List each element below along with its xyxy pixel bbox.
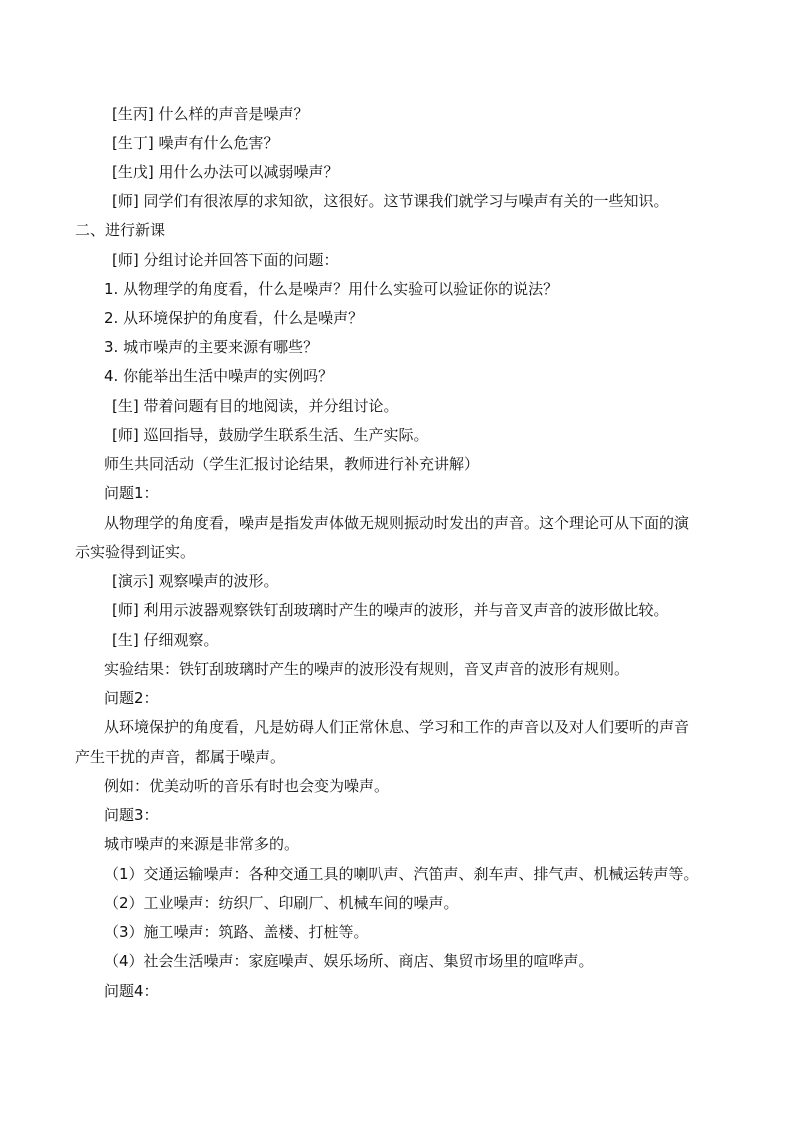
list-item: （4）社会生活噪声：家庭噪声、娱乐场所、商店、集贸市场里的喧哗声。 bbox=[104, 952, 594, 970]
dialogue-line: [师] 利用示波器观察铁钉刮玻璃时产生的噪声的波形，并与音叉声音的波形做比较。 bbox=[112, 601, 669, 619]
question-label: 问题4： bbox=[104, 982, 159, 1000]
paragraph-line: 从物理学的角度看，噪声是指发声体做无规则振动时发出的声音。这个理论可从下面的演 bbox=[104, 514, 690, 532]
paragraph-line: 实验结果：铁钉刮玻璃时产生的噪声的波形没有规则，音叉声音的波形有规则。 bbox=[104, 660, 630, 678]
paragraph-line: 产生干扰的声音，都属于噪声。 bbox=[75, 748, 286, 766]
question-item: 4. 你能举出生活中噪声的实例吗？ bbox=[104, 367, 334, 385]
paragraph-line: 例如：优美动听的音乐有时也会变为噪声。 bbox=[104, 777, 390, 795]
section-heading: 二、进行新课 bbox=[75, 221, 166, 239]
dialogue-line: [师] 分组讨论并回答下面的问题： bbox=[112, 251, 339, 269]
paragraph-line: 从环境保护的角度看，凡是妨碍人们正常休息、学习和工作的声音以及对人们要听的声音 bbox=[104, 718, 690, 736]
dialogue-line: [生丁] 噪声有什么危害？ bbox=[112, 134, 279, 152]
paragraph-line: 示实验得到证实。 bbox=[75, 543, 196, 561]
question-item: 3. 城市噪声的主要来源有哪些？ bbox=[104, 338, 319, 356]
paragraph-line: 师生共同活动（学生汇报讨论结果，教师进行补充讲解） bbox=[104, 455, 480, 473]
list-item: （2）工业噪声：纺织厂、印刷厂、机械车间的噪声。 bbox=[104, 894, 459, 912]
dialogue-line: [师] 巡回指导，鼓励学生联系生活、生产实际。 bbox=[112, 426, 429, 444]
dialogue-line: [生] 仔细观察。 bbox=[112, 631, 219, 649]
dialogue-line: [生丙] 什么样的声音是噪声？ bbox=[112, 105, 309, 123]
question-item: 2. 从环境保护的角度看，什么是噪声？ bbox=[104, 309, 364, 327]
paragraph-line: 城市噪声的来源是非常多的。 bbox=[104, 835, 300, 853]
question-label: 问题1： bbox=[104, 484, 159, 502]
question-item: 1. 从物理学的角度看，什么是噪声？用什么实验可以验证你的说法？ bbox=[104, 280, 559, 298]
question-label: 问题3： bbox=[104, 806, 159, 824]
dialogue-line: [演示] 观察噪声的波形。 bbox=[112, 572, 279, 590]
list-item: （1）交通运输噪声：各种交通工具的喇叭声、汽笛声、刹车声、排气声、机械运转声等。 bbox=[104, 865, 699, 883]
dialogue-line: [生戊] 用什么办法可以减弱噪声？ bbox=[112, 163, 339, 181]
list-item: （3）施工噪声：筑路、盖楼、打桩等。 bbox=[104, 923, 369, 941]
dialogue-line: [生] 带着问题有目的地阅读，并分组讨论。 bbox=[112, 397, 399, 415]
question-label: 问题2： bbox=[104, 689, 159, 707]
dialogue-line: [师] 同学们有很浓厚的求知欲，这很好。这节课我们就学习与噪声有关的一些知识。 bbox=[112, 192, 669, 210]
